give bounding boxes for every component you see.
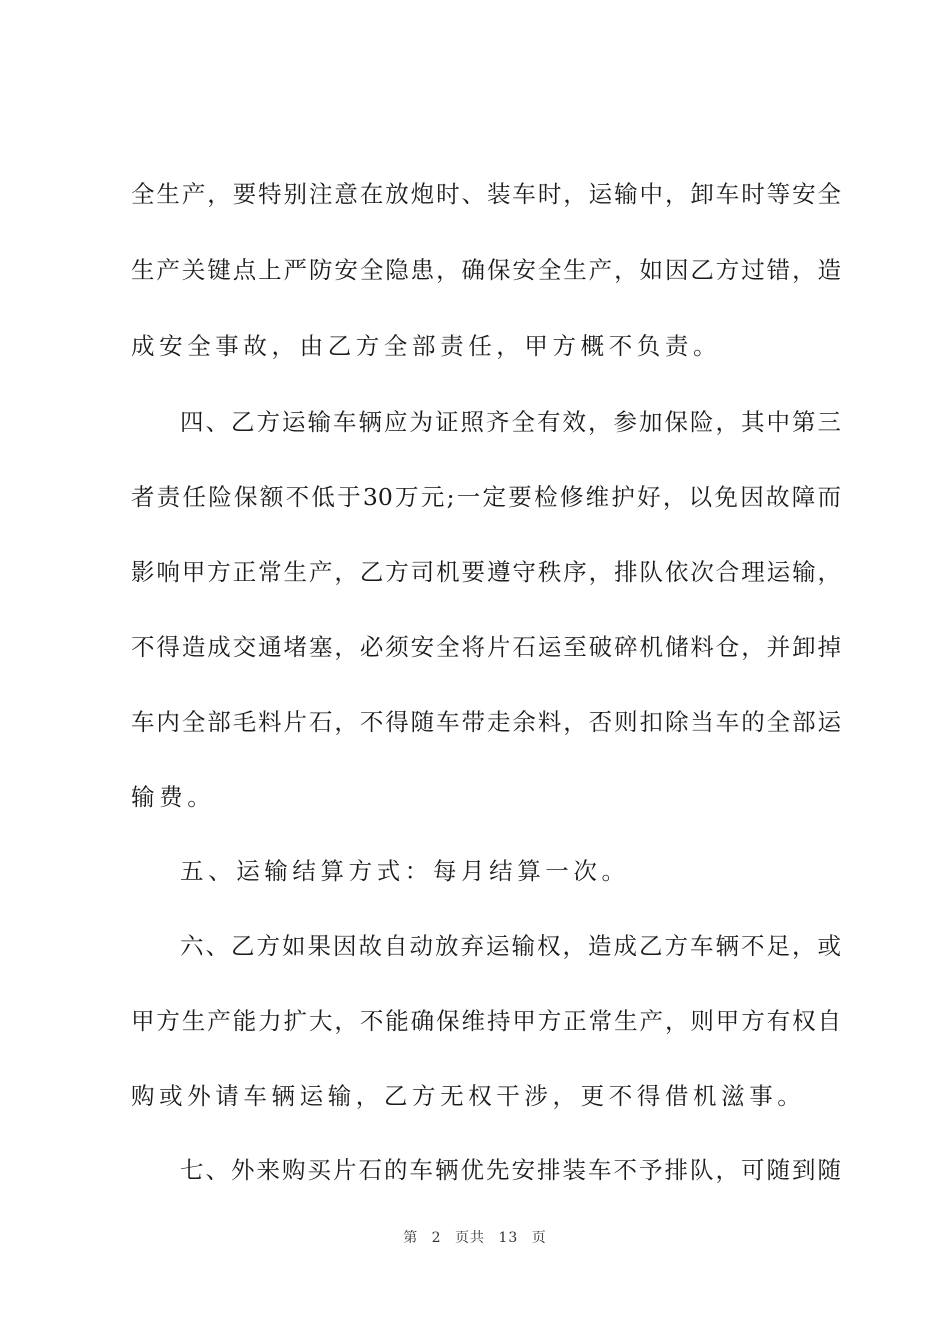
paragraph-line: 七、外来购买片石的车辆优先安排装车不予排队，可随到随 [180,1156,841,1184]
paragraph-line: 者责任险保额不低于30万元;一定要检修维护好，以免因故障而 [131,483,841,511]
paragraph-line: 生产关键点上严防安全隐患，确保安全生产，如因乙方过错，造 [131,256,841,284]
paragraph-line: 四、乙方运输车辆应为证照齐全有效，参加保险，其中第三 [180,408,841,436]
paragraph-line: 影响甲方正常生产，乙方司机要遵守秩序，排队依次合理运输， [131,558,841,586]
paragraph-line: 六、乙方如果因故自动放弃运输权，造成乙方车辆不足，或 [180,932,841,960]
paragraph-line: 甲方生产能力扩大，不能确保维持甲方正常生产，则甲方有权自 [131,1007,841,1035]
paragraph-line: 输费。 [131,783,216,811]
paragraph-line: 不得造成交通堵塞，必须安全将片石运至破碎机储料仓，并卸掉 [131,633,841,661]
paragraph-line: 成安全事故，由乙方全部责任，甲方概不负责。 [131,332,722,360]
page-number-footer: 第 2 页共 13 页 [403,1230,547,1246]
paragraph-line: 五、运输结算方式：每月结算一次。 [180,857,630,885]
paragraph-line: 购或外请车辆运输，乙方无权干涉，更不得借机滋事。 [131,1082,806,1110]
paragraph-line: 车内全部毛料片石，不得随车带走余料，否则扣除当车的全部运 [131,708,841,736]
paragraph-line: 全生产，要特别注意在放炮时、装车时，运输中，卸车时等安全 [131,180,841,208]
